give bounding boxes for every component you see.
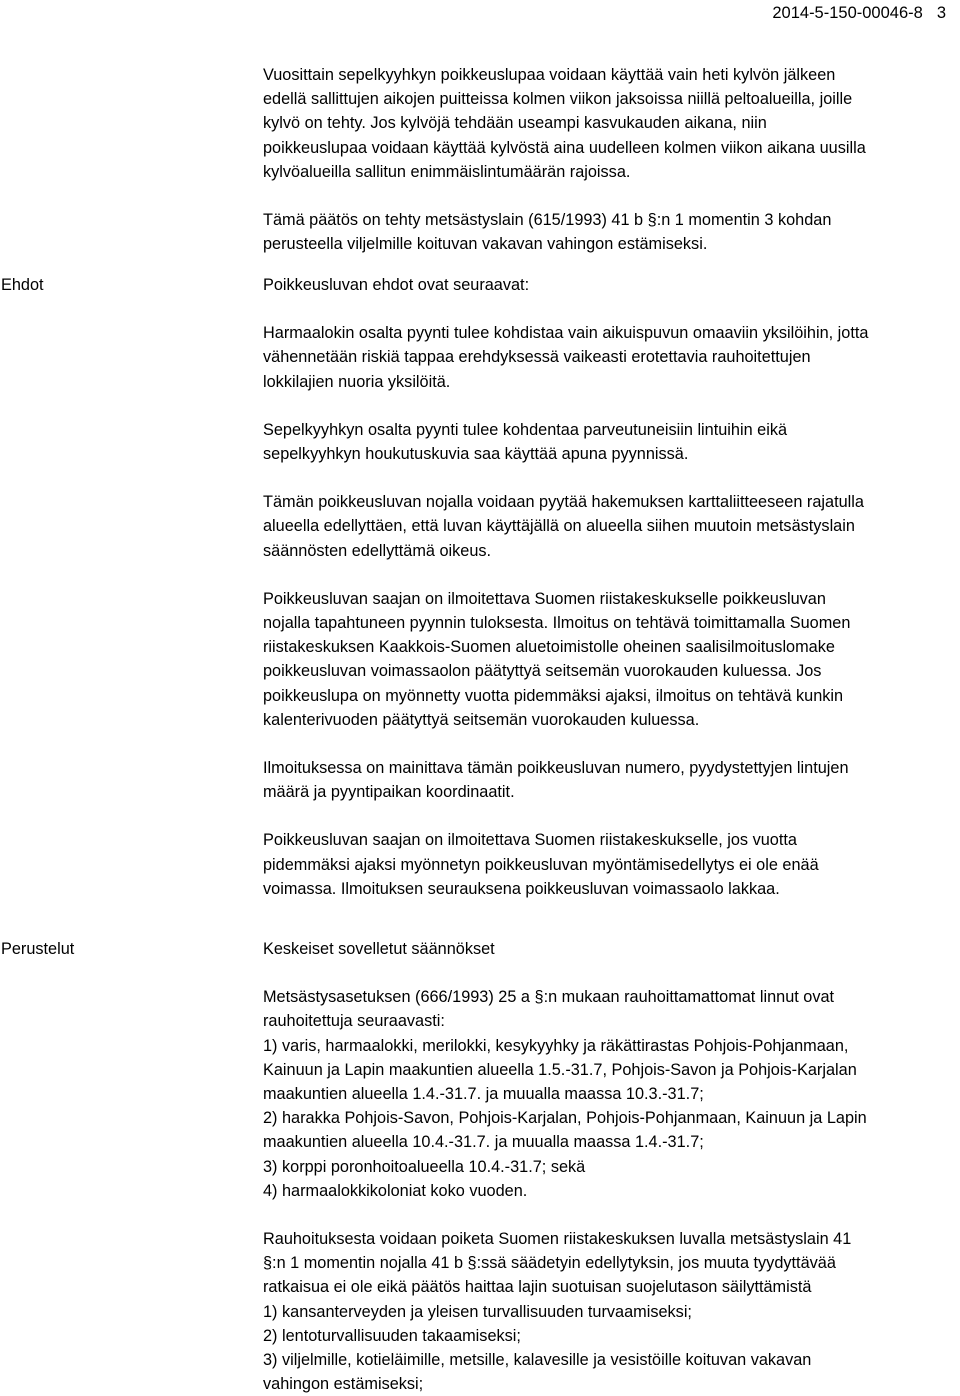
text-line: Vuosittain sepelkyyhkyn poikkeuslupaa voidaan käyttää vain heti kylvön jälkeen (263, 66, 836, 84)
perustelut-section (263, 937, 953, 1396)
text-line: poikkeusluvan voimassaolon päätyttyä seitsemän vuorokauden kuluessa. Jos (263, 662, 822, 681)
text-line: 3) viljelmille, kotieläimille, metsille, kalavesille ja vesistöille koituvan vakavan (263, 1351, 812, 1370)
text-line: vähennetään riskiä tappaa erehdyksessä vaikeasti erotettavia rauhoitettujen (263, 348, 811, 367)
text-line: vahingon estämiseksi; (263, 1375, 424, 1394)
ehdot-paragraph (263, 273, 953, 297)
text-line: Poikkeusluvan saajan on ilmoitettava Suomen riistakeskukselle, jos vuotta (263, 831, 797, 850)
text-line: poikkeuslupa on myönnetty vuotta pidemmäksi ajaksi, ilmoitus on tehtävä kunkin (263, 686, 844, 705)
text-line: kylvö on tehty. Jos kylvöjä tehdään useampi kasvukauden aikana, niin (263, 114, 767, 133)
document-id: 2014-5-150-00046-8 (772, 4, 923, 22)
ehdot-paragraph (263, 828, 953, 901)
text-line: Keskeiset sovelletut säännökset (263, 940, 495, 958)
ehdot-paragraph (263, 756, 953, 804)
ehdot-paragraph (263, 418, 953, 466)
text-line: 2) lentoturvallisuuden takaamiseksi; (263, 1326, 521, 1345)
text-line: alueella edellyttäen, että luvan käyttäjällä on alueella siihen muutoin metsästyslain (263, 517, 855, 536)
text-line: riistakeskuksen Kaakkois-Suomen aluetoimistolle oheinen saalisilmoituslomake (263, 638, 835, 657)
text-line: perusteella viljelmille koituvan vakavan vahingon estämiseksi. (263, 235, 708, 254)
text-line: maakuntien alueella 10.4.-31.7. ja muualla maassa 1.4.-31.7; (263, 1133, 704, 1152)
text-line: 3) korppi poronhoitoalueella 10.4.-31.7; sekä (263, 1157, 586, 1176)
text-line: rauhoitettuja seuraavasti: (263, 1012, 445, 1031)
text-line: Poikkeusluvan ehdot ovat seuraavat: (263, 276, 530, 294)
text-line: Ilmoituksessa on mainittava tämän poikkeusluvan numero, pyydystettyjen lintujen (263, 759, 849, 778)
text-line: kalenterivuoden päätyttyä seitsemän vuorokauden kuluessa. (263, 710, 700, 729)
text-line: pidemmäksi ajaksi myönnetyn poikkeusluvan myöntämisedellytys ei ole enää (263, 855, 819, 874)
text-line: 1) kansanterveyden ja yleisen turvallisuuden turvaamiseksi; (263, 1302, 692, 1321)
text-line: nojalla tapahtuneen pyynnin tuloksesta. Ilmoitus on tehtävä toimittamalla Suomen (263, 614, 851, 633)
text-line: edellä sallittujen aikojen puitteissa kolmen viikon jaksoissa niillä peltoalueilla, joille (263, 90, 853, 109)
page-header (772, 1, 946, 25)
text-line: Sepelkyyhkyn osalta pyynti tulee kohdentaa parveutuneisiin lintuihin eikä (263, 420, 788, 439)
text-line: poikkeuslupaa voidaan käyttää kylvöstä aina uudelleen kolmen viikon aikana uusilla (263, 138, 866, 157)
text-line: maakuntien alueella 1.4.-31.7. ja muualla maassa 10.3.-31.7; (263, 1085, 704, 1104)
text-line: 2) harakka Pohjois-Savon, Pohjois-Karjalan, Pohjois-Pohjanmaan, Kainuun ja Lapin (263, 1109, 867, 1128)
text-line: Poikkeusluvan saajan on ilmoitettava Suomen riistakeskukselle poikkeusluvan (263, 589, 826, 608)
page-number: 3 (936, 4, 946, 22)
perustelut-paragraph (263, 985, 953, 1203)
perustelut-paragraph (263, 1227, 953, 1396)
section-label-perustelut: Perustelut (1, 940, 75, 958)
text-line: Metsästysasetuksen (666/1993) 25 a §:n mukaan rauhoittamattomat linnut ovat (263, 988, 835, 1007)
intro-section (263, 63, 953, 256)
text-line: sepelkyyhkyn houkutuskuvia saa käyttää apuna pyynnissä. (263, 445, 689, 464)
text-line: säännösten edellyttämä oikeus. (263, 541, 492, 560)
text-line: Kainuun ja Lapin maakuntien alueella 1.5.-31.7, Pohjois-Savon ja Pohjois-Karjalan (263, 1060, 857, 1079)
text-line: määrä ja pyyntipaikan koordinaatit. (263, 783, 515, 802)
text-line: 1) varis, harmaalokki, merilokki, kesykyyhky ja räkättirastas Pohjois-Pohjanmaan, (263, 1036, 849, 1055)
text-line: 4) harmaalokkikoloniat koko vuoden. (263, 1181, 528, 1200)
ehdot-paragraph (263, 587, 953, 732)
intro-paragraph-1 (263, 63, 953, 184)
text-line: voimassa. Ilmoituksen seurauksena poikkeusluvan voimassaolo lakkaa. (263, 879, 780, 898)
text-line: Harmaalokin osalta pyynti tulee kohdistaa vain aikuispuvun omaaviin yksilöihin, jotta (263, 324, 869, 343)
text-line: Tämän poikkeusluvan nojalla voidaan pyytää hakemuksen karttaliitteeseen rajatulla (263, 493, 864, 512)
text-line: Rauhoituksesta voidaan poiketa Suomen riistakeskuksen luvalla metsästyslain 41 (263, 1230, 852, 1249)
text-line: Tämä päätös on tehty metsästyslain (615/1993) 41 b §:n 1 momentin 3 kohdan (263, 211, 832, 230)
intro-paragraph-2 (263, 208, 953, 256)
ehdot-section (263, 273, 953, 901)
ehdot-paragraph (263, 321, 953, 394)
text-line: §:n 1 momentin nojalla 41 b §:ssä säädetyin edellytyksin, jos muuta tyydyttävää (263, 1254, 836, 1273)
perustelut-heading (263, 937, 953, 961)
text-line: lokkilajien nuoria yksilöitä. (263, 372, 451, 391)
ehdot-paragraph (263, 490, 953, 563)
text-line: kylvöalueilla sallitun enimmäislintumäärän rajoissa. (263, 162, 631, 181)
text-line: ratkaisua ei ole eikä päätös haittaa lajin suotuisan suojelutason säilyttämistä (263, 1278, 812, 1297)
section-label-ehdot: Ehdot (1, 276, 44, 294)
